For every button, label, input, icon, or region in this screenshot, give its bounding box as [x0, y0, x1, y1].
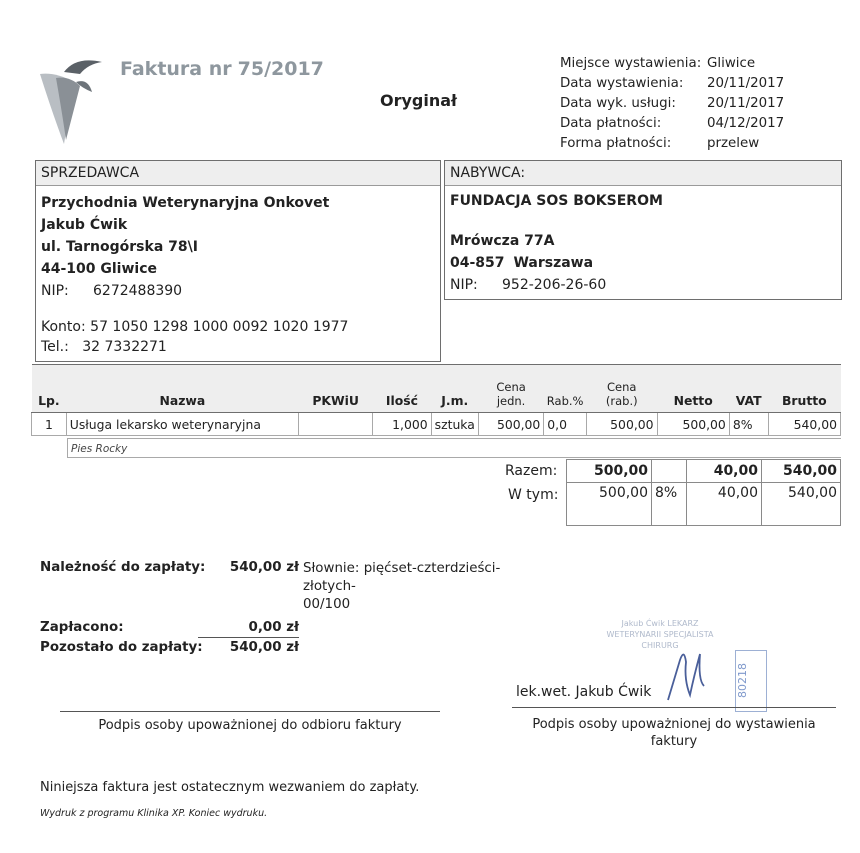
- meta-label: Data wyk. usługi:: [560, 96, 676, 111]
- breakdown-net: 500,00: [567, 483, 652, 526]
- issuer-caption-line2: faktury: [650, 734, 698, 749]
- col-vat: VAT: [729, 365, 768, 413]
- col-name: Nazwa: [66, 365, 298, 413]
- final-notice: Niniejsza faktura jest ostatecznym wezwaniem do zapłaty.: [40, 780, 420, 795]
- meta-value: 20/11/2017: [707, 76, 785, 91]
- meta-label: Data wystawienia:: [560, 76, 684, 91]
- seller-street: ul. Tarnogórska 78\I: [41, 239, 198, 255]
- words-label: Słownie:: [303, 561, 360, 576]
- buyer-postal: 04-857: [450, 255, 505, 271]
- cell-qty: 1,000: [373, 413, 431, 436]
- seller-owner: Jakub Ćwik: [41, 217, 128, 233]
- buyer-name: FUNDACJA SOS BOKSEROM: [450, 193, 663, 209]
- issuer-signature-line: [512, 707, 836, 708]
- seller-account-label: Konto:: [41, 319, 86, 335]
- cell-unit: sztuka: [431, 413, 478, 436]
- col-discount: Rab.%: [544, 365, 587, 413]
- seller-city: 44-100 Gliwice: [41, 261, 158, 277]
- paid-amount: 0,00 zł: [248, 620, 299, 635]
- seller-phone-label: Tel.:: [41, 339, 69, 355]
- of-which-label: W tym:: [508, 487, 559, 503]
- invoice-meta: [560, 54, 784, 154]
- cell-unit-price: 500,00: [478, 413, 543, 436]
- breakdown-gross: 540,00: [762, 483, 841, 526]
- col-unit-price: Cena jedn.: [478, 365, 543, 413]
- receiver-signature-line: [60, 711, 440, 712]
- meta-value: Gliwice: [707, 56, 756, 71]
- col-pkwiu: PKWiU: [298, 365, 372, 413]
- copy-label: Oryginał: [380, 91, 457, 110]
- seller-name: Przychodnia Weterynaryjna Onkovet: [41, 195, 330, 211]
- col-discounted-price: Cena (rab.): [586, 365, 657, 413]
- cell-name: Usługa lekarsko weterynaryjna: [66, 413, 298, 436]
- buyer-header: NABYWCA:: [445, 161, 841, 186]
- cell-pkwiu: [298, 413, 372, 436]
- issuer-name: lek.wet. Jakub Ćwik: [516, 684, 652, 700]
- company-logo: [36, 52, 108, 146]
- handwritten-signature: [660, 640, 710, 710]
- invoice-title: [120, 58, 324, 80]
- buyer-city: Warszawa: [513, 255, 594, 271]
- cell-discount: 0,0: [544, 413, 587, 436]
- meta-row-payment-method: [560, 134, 784, 154]
- table-row: [32, 413, 841, 436]
- total-gross: 540,00: [762, 460, 841, 483]
- receiver-signature-caption: Podpis osoby upoważnionej do odbioru faktury: [98, 718, 402, 733]
- meta-label: Data płatności:: [560, 116, 662, 131]
- items-header-row: [32, 365, 841, 413]
- issuer-caption-line1: Podpis osoby upoważnionej do wystawienia: [532, 717, 816, 732]
- amount-due: 540,00 zł: [229, 560, 299, 575]
- stamp-number: 80218: [735, 650, 767, 712]
- cell-discounted-price: 500,00: [586, 413, 657, 436]
- words-line2: 00/100: [303, 597, 351, 612]
- meta-value: 20/11/2017: [707, 96, 785, 111]
- total-label: Razem:: [505, 463, 558, 479]
- printout-note: Wydruk z programu Klinika XP. Koniec wydruku.: [40, 808, 268, 819]
- item-note: Pies Rocky: [67, 438, 841, 458]
- col-lp: Lp.: [32, 365, 67, 413]
- items-table: [31, 364, 841, 436]
- remaining-label: Pozostało do zapłaty:: [40, 640, 203, 655]
- col-unit: J.m.: [431, 365, 478, 413]
- total-vat: 40,00: [687, 460, 762, 483]
- meta-label: Forma płatności:: [560, 136, 672, 151]
- remaining-amount: 540,00 zł: [229, 640, 299, 655]
- paid-label: Zapłacono:: [40, 620, 124, 635]
- cell-lp: 1: [32, 413, 67, 436]
- col-qty: Ilość: [373, 365, 431, 413]
- total-vat-rate: [652, 460, 687, 483]
- buyer-nip: 952-206-26-60: [502, 277, 607, 293]
- amount-in-words: [303, 560, 543, 614]
- meta-row-issue-date: [560, 74, 784, 94]
- amount-due-label: Należność do zapłaty:: [40, 560, 206, 575]
- seller-nip: 6272488390: [93, 283, 183, 299]
- summary-table: [566, 459, 841, 526]
- total-net: 500,00: [567, 460, 652, 483]
- doctor-stamp: Jakub Ćwik LEKARZ WETERYNARII SPECJALISTA CHIRURG: [606, 619, 714, 650]
- items-table-wrapper: [31, 364, 841, 436]
- meta-row-payment-date: [560, 114, 784, 134]
- paid-underline: [198, 637, 299, 638]
- meta-value: przelew: [707, 136, 760, 151]
- col-net: Netto: [657, 365, 729, 413]
- buyer-nip-label: NIP:: [450, 277, 478, 293]
- breakdown-vat: 40,00: [687, 483, 762, 526]
- summary-total-row: [567, 460, 841, 483]
- invoice-number: 75/2017: [237, 58, 324, 80]
- cell-vat: 8%: [729, 413, 768, 436]
- seller-header: SPRZEDAWCA: [36, 161, 440, 186]
- cell-net: 500,00: [657, 413, 729, 436]
- col-gross: Brutto: [768, 365, 840, 413]
- seller-account: 57 1050 1298 1000 0092 1020 1977: [90, 319, 349, 335]
- summary-breakdown-row: [567, 483, 841, 526]
- meta-row-place: [560, 54, 784, 74]
- buyer-street: Mrówcza 77A: [450, 233, 555, 249]
- seller-panel: [35, 160, 441, 362]
- buyer-panel: [444, 160, 842, 300]
- seller-phone: 32 7332271: [82, 339, 167, 355]
- words-line1: pięćset-czterdzieści-złotych-: [303, 561, 501, 594]
- seller-nip-label: NIP:: [41, 283, 69, 299]
- meta-value: 04/12/2017: [707, 116, 785, 131]
- invoice-title-prefix: Faktura nr: [120, 58, 232, 80]
- cell-gross: 540,00: [768, 413, 840, 436]
- meta-row-service-date: [560, 94, 784, 114]
- meta-label: Miejsce wystawienia:: [560, 56, 702, 71]
- issuer-signature-caption: [512, 716, 836, 750]
- breakdown-vat-rate: 8%: [652, 483, 687, 526]
